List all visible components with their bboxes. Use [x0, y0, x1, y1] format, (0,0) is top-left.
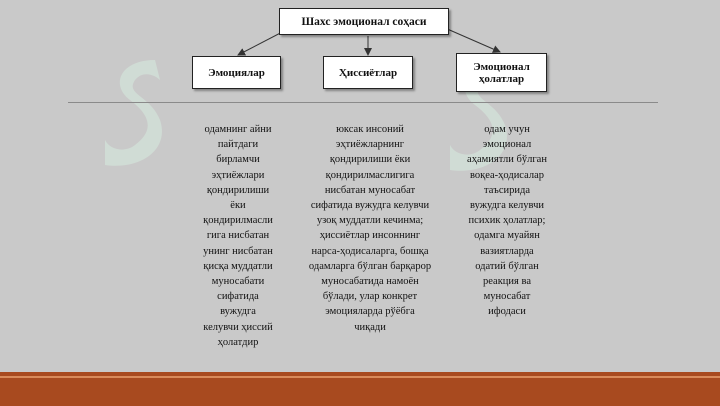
node-feelings: Ҳиссиётлар — [323, 56, 413, 89]
definition-line: ёки — [230, 200, 246, 212]
definition-line: гига нисбатан — [206, 230, 270, 242]
definition-line: пайтдаги — [217, 139, 259, 151]
definition-line: узоқ муддатли кечинма; — [316, 215, 424, 227]
definition-emotions — [188, 122, 288, 350]
definition-line: қондирилиши ёки — [329, 154, 411, 166]
definition-line: ифодаси — [488, 306, 526, 318]
definition-line: эмоционал — [482, 139, 532, 151]
definition-line: юксак инсоний — [336, 124, 404, 135]
definition-line: эҳтиёжлари — [211, 169, 265, 181]
definition-line: сифатида вужудга келувчи — [310, 200, 430, 212]
definition-line: қондирилмаслигига — [325, 169, 415, 181]
definition-line: муносабатида намоён — [321, 276, 419, 288]
arrow-to-states — [445, 28, 500, 52]
definition-line: қисқа муддатли — [203, 260, 273, 272]
definition-line: қондирилиши — [206, 184, 270, 196]
definition-feelings — [300, 122, 440, 335]
definition-line: психик ҳолатлар; — [468, 215, 546, 227]
definition-line: муносабати — [211, 276, 265, 288]
definition-line: вужудга — [220, 306, 256, 318]
definition-line: ҳиссиётлар инсоннинг — [319, 230, 421, 242]
definition-line: сифатида — [217, 291, 259, 303]
definition-line: одамга муайян — [474, 230, 540, 242]
definition-emotional-states — [452, 122, 562, 320]
definition-line: нисбатан муносабат — [324, 184, 416, 196]
definition-line: бирламчи — [216, 154, 260, 166]
definition-line: нарса-ҳодисаларга, бошқа — [311, 245, 429, 257]
definition-line: одатий бўлган — [475, 260, 539, 272]
definition-line: вужудга келувчи — [470, 200, 544, 212]
definition-line: эҳтиёжларнинг — [335, 139, 405, 151]
definition-line: одамнинг айни — [204, 124, 272, 135]
divider-line — [68, 102, 658, 103]
definition-line: эмоцияларда рўёбга — [325, 306, 415, 318]
root-node: Шахс эмоционал соҳаси — [279, 8, 449, 35]
definition-line: одамларга бўлган барқарор — [308, 260, 432, 272]
definition-line: таъсирида — [484, 184, 530, 196]
definition-line: аҳамиятли бўлган — [467, 154, 547, 166]
definition-line: чиқади — [354, 321, 386, 333]
definition-line: қондирилмасли — [203, 215, 273, 227]
definition-line: унинг нисбатан — [203, 245, 273, 257]
node-emotions: Эмоциялар — [192, 56, 281, 89]
definition-line: одам учун — [484, 124, 530, 135]
footer-stripe — [0, 376, 720, 378]
definition-line: бўлади, улар конкрет — [322, 291, 418, 303]
definition-line: муносабат — [483, 291, 531, 303]
definition-line: вазиятларда — [480, 245, 534, 257]
definition-line: воқеа-ҳодисалар — [469, 169, 545, 181]
definition-line: келувчи ҳиссий — [203, 321, 273, 333]
definition-line: ҳолатдир — [217, 336, 259, 348]
definition-line: реакция ва — [483, 276, 531, 288]
node-emotional-states: Эмоционал ҳолатлар — [456, 53, 547, 92]
